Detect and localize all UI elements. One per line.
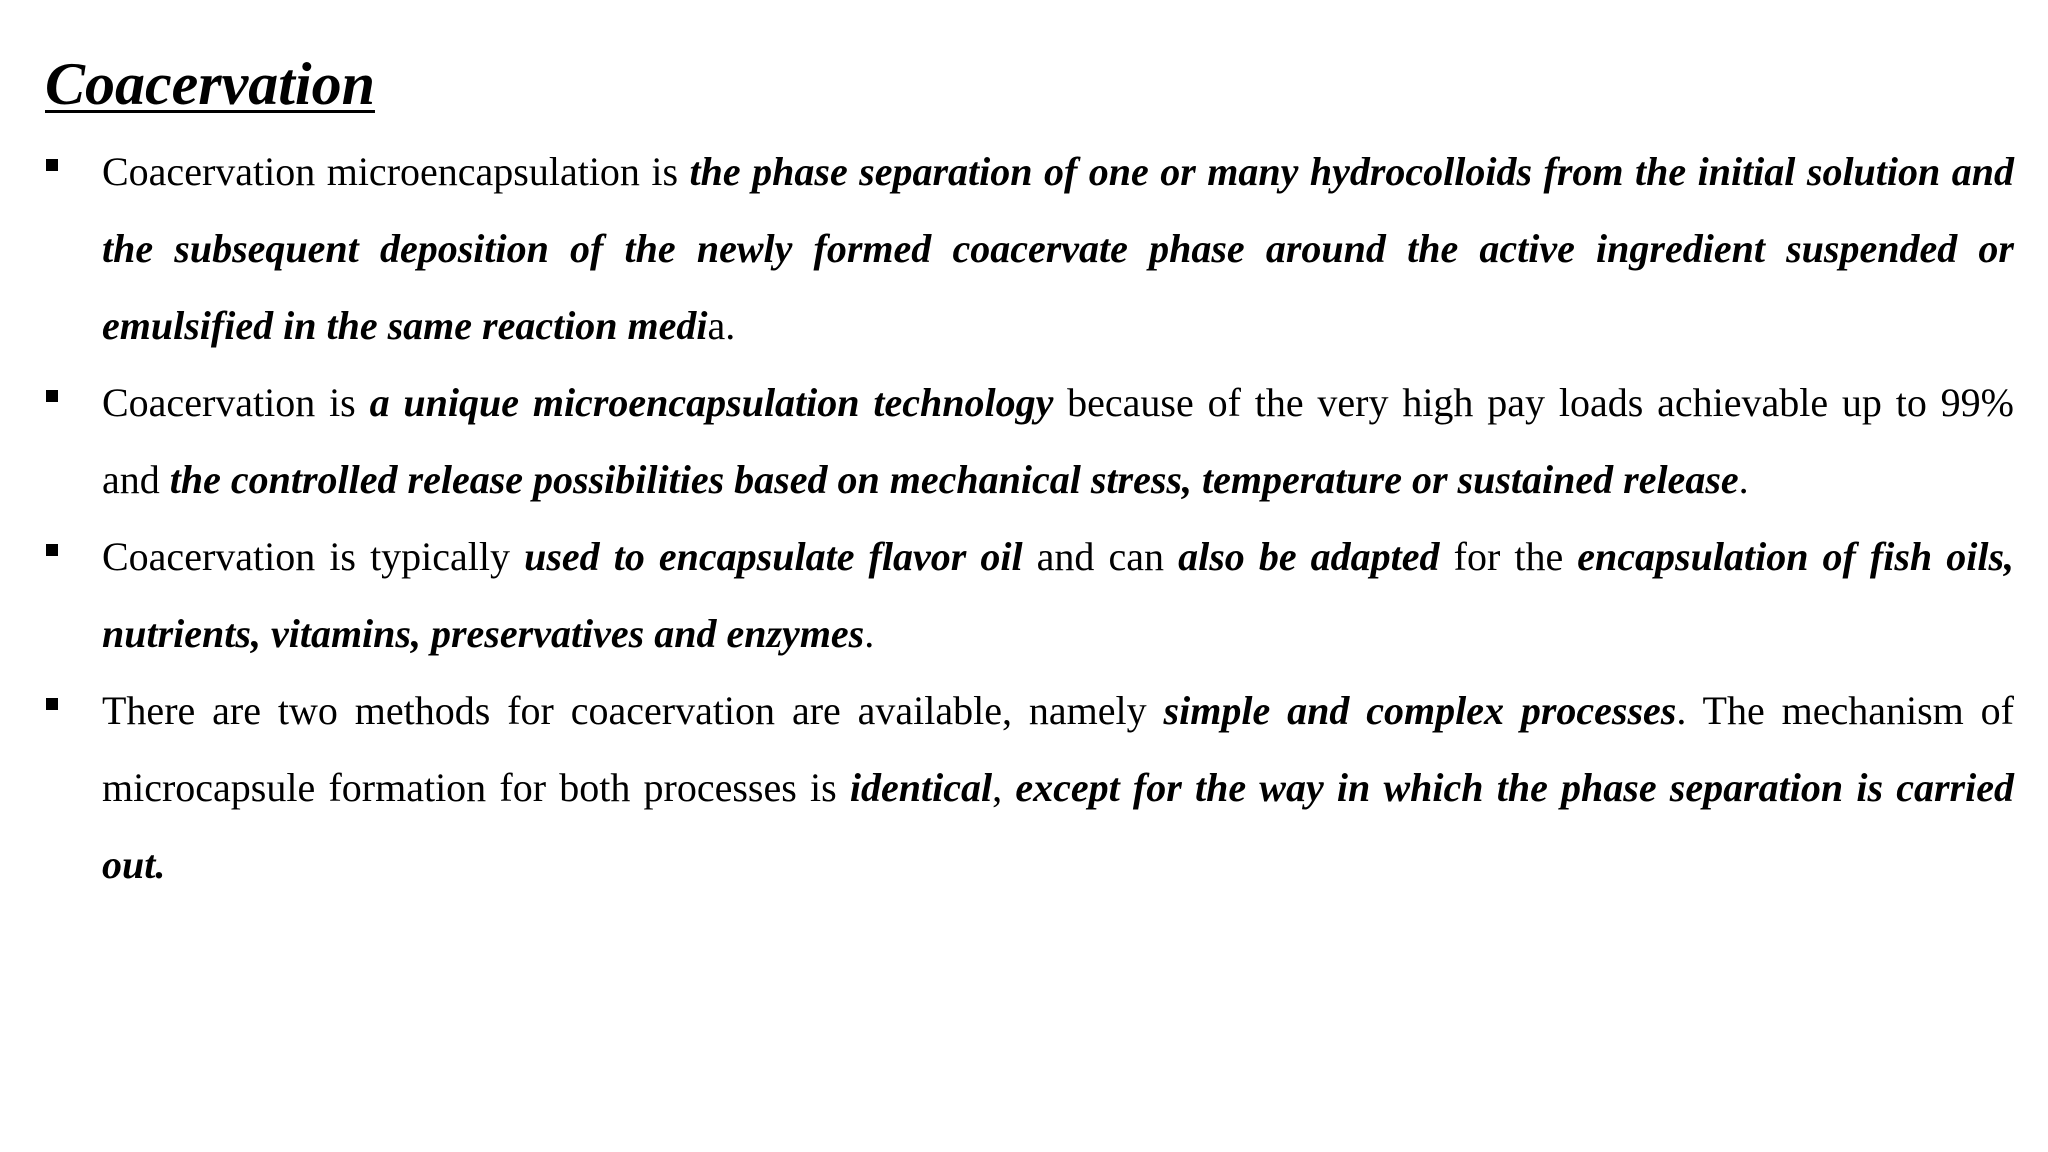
text-segment: There are two methods for coacervation are available, namely	[102, 688, 1164, 733]
emphasis-text: except for the way in which the phase separation is carried out.	[102, 765, 2014, 887]
bullet-item	[102, 518, 2014, 672]
square-bullet-icon	[46, 159, 58, 171]
bullet-item	[102, 672, 2014, 903]
slide-title: Coacervation	[45, 51, 375, 117]
text-segment: Coacervation microencapsulation is	[102, 149, 690, 194]
emphasis-text: identical	[849, 765, 993, 810]
bullet-item	[102, 364, 2014, 518]
emphasis-text: the phase separation of one or many hydrocolloids from the initial solution and the subsequent deposition of the newly formed coacervate phase around the active ingredient suspended or emulsified in the same reaction medi	[102, 149, 2014, 348]
bullet-list	[0, 133, 2048, 903]
text-segment: . The mechanism of microcapsule formation for both processes is	[102, 688, 2014, 810]
text-segment: Coacervation is typically	[102, 534, 525, 579]
text-segment: a.	[707, 303, 736, 348]
text-segment: and can	[1022, 534, 1179, 579]
square-bullet-icon	[46, 390, 58, 402]
text-segment: .	[1738, 457, 1749, 502]
emphasis-text: encapsulation of fish oils, nutrients, vitamins, preservatives and enzymes	[102, 534, 2015, 656]
text-segment: .	[864, 611, 875, 656]
emphasis-text: simple and complex processes	[1163, 688, 1677, 733]
text-segment: ,	[992, 765, 1016, 810]
text-segment: because of the very high pay loads achievable up to 99% and	[102, 380, 2014, 502]
square-bullet-icon	[46, 544, 58, 556]
text-segment: Coacervation is	[102, 380, 370, 425]
emphasis-text: used to encapsulate flavor oil	[524, 534, 1023, 579]
text-segment: for the	[1439, 534, 1578, 579]
emphasis-text: the controlled release possibilities based on mechanical stress, temperature or sustained release	[169, 457, 1739, 502]
bullet-item	[102, 133, 2014, 364]
square-bullet-icon	[46, 698, 58, 710]
emphasis-text: a unique microencapsulation technology	[369, 380, 1054, 425]
emphasis-text: also be adapted	[1178, 534, 1440, 579]
